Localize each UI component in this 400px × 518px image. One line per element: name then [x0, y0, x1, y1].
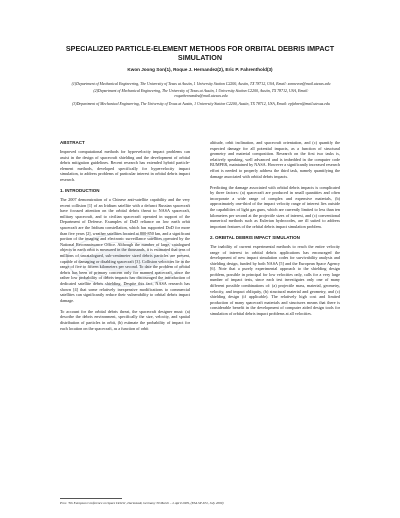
- introduction-heading: 1. INTRODUCTION: [60, 188, 100, 194]
- affiliation-3: (3)Department of Mechanical Engineering, The University of Texas at Austin, 1 University Station C2200, Austin, TX 78712, USA, Email: epfahren@mail.utexas.edu: [72, 101, 330, 106]
- intro-continued-paragraph-1: altitude, orbit inclination, and spacecraft orientation, and (c) quantify the expected damage for all potential impacts, as a function of structural geometry and material composition. Research on the first two tasks is, relatively speaking, well advanced and is imbedded in the computer code BUMPER, maintained by NASA. However a significantly increased research effort is needed to properly address the third task, namely quantifying the damage associated with orbital debris impacts.: [210, 140, 340, 179]
- footer-rule: [60, 498, 122, 499]
- left-column: [60, 140, 190, 337]
- introduction-paragraph-2: To account for the orbital debris threat, the spacecraft designer must: (a) describe the debris environment, specifically the size, velocity, and spatial distribution of particles in orbit, (b) estimate the probability of impact for each location on the spacecraft, as a function of orbit: [60, 308, 190, 331]
- intro-continued-paragraph-2: Predicting the damage associated with orbital debris impacts is complicated by three factors: (a) spacecraft are produced in small quantities and often incorporate a wide range of complex and expensive materials, (b) approximately one-third of the impact velocity range of interest lies outside the capabilities of light gas guns, which are currently limited to less than ten kilometers per second at the projectile sizes of interest, and (c) conventional numerical methods such as Eulerian hydrocodes, are ill suited to address important features of the orbital debris impact simulation problem.: [210, 184, 340, 229]
- paper-title: SPECIALIZED PARTICLE-ELEMENT METHODS FOR ORBITAL DEBRIS IMPACT SIMULATION: [65, 44, 335, 62]
- section2-heading: 2. ORBITAL DEBRIS IMPACT SIMULATION: [210, 234, 300, 240]
- abstract-text: Improved computational methods for hypervelocity impact problems can assist in the design of spacecraft shielding and the development of orbital debris mitigation guidelines. Recent research has extended hybrid particle-element methods, developed specifically for hypervelocity impact simulation, to address problems of particular interest in orbital debris impact research.: [60, 149, 190, 182]
- conference-footer: Proc. '5th European Conference on Space Debris', Darmstadt, Germany 30 March – 2 April 2009, (ESA SP-672, July 2009): [60, 501, 224, 505]
- introduction-paragraph-1: The 2007 demonstration of a Chinese anti-satellite capability and the very recent collision [1] of an Iridium satellite with a defunct Russian spacecraft have focused attention on the orbital debris threat to NASA spacecraft, military spacecraft, and to civilian spacecraft operated in support of the Department of Defense. Examples of DoD reliance on low earth orbit spacecraft are the Iridium constellation, which has supported DoD for more than five years [2], weather satellites located at 800-850 km, and a significant portion of the imaging and electronic surveillance satellites operated by the National Reconnaissance Office. Although the number of large, catalogued objects in earth orbit is measured in the thousands, it is estimated that tens of millions of uncatalogued, sub-centimeter sized debris particles are present, capable of damaging or disabling spacecraft [3]. Collision velocities lie in the range of five to fifteen kilometers per second. To date the problem of orbital debris has been of primary concern only for manned spacecraft, since the rather low probability of debris impacts has discouraged the introduction of dedicated satellite debris shielding. Despite this fact, NASA research has shown [4] that some relatively inexpensive modifications to commercial satellites can significantly reduce their vulnerability to orbital debris impact damage.: [60, 197, 191, 303]
- abstract-heading: ABSTRACT: [60, 140, 85, 145]
- affiliation-2: (2)Department of Mechanical Engineering, The University of Texas at Austin, 1 University Station C2200, Austin, TX 78712, USA, Email: roquehernandez@mail.utexas.edu: [93, 89, 309, 99]
- affiliation-list: [70, 82, 332, 109]
- author-list: Kwon Joong Son(1), Roque J. Hernandez(2), Eric P. Fahrenthold(3): [127, 67, 273, 72]
- section2-paragraph-1: The inability of current experimental methods to reach the entire velocity range of interest in orbital debris applications has encouraged the development of new impact simulation codes for survivability analysis and shielding design, funded by both NASA [5] and the European Space Agency [6]. Note that a purely experimental approach to the shielding design problem, possible in principal for low velocities only, calls for a very large number of impact tests, since each test investigates only one of many different possible combinations of: (a) projectile mass, material, geometry, velocity, and impact obliquity, (b) structural material and geometry, and (c) shielding design (if applicable). The relatively high cost and limited production of many spacecraft materials and structures means that there is considerable benefit in the development of computer aided design tools for simulation of orbital debris impact problems at all velocities.: [210, 243, 340, 317]
- affiliation-1: (1)Department of Mechanical Engineering, The University of Texas at Austin, 1 University Station C2200, Austin, TX 78712, USA, Email: sonnevon@mail.utexas.edu: [71, 82, 331, 86]
- right-column: [210, 140, 340, 322]
